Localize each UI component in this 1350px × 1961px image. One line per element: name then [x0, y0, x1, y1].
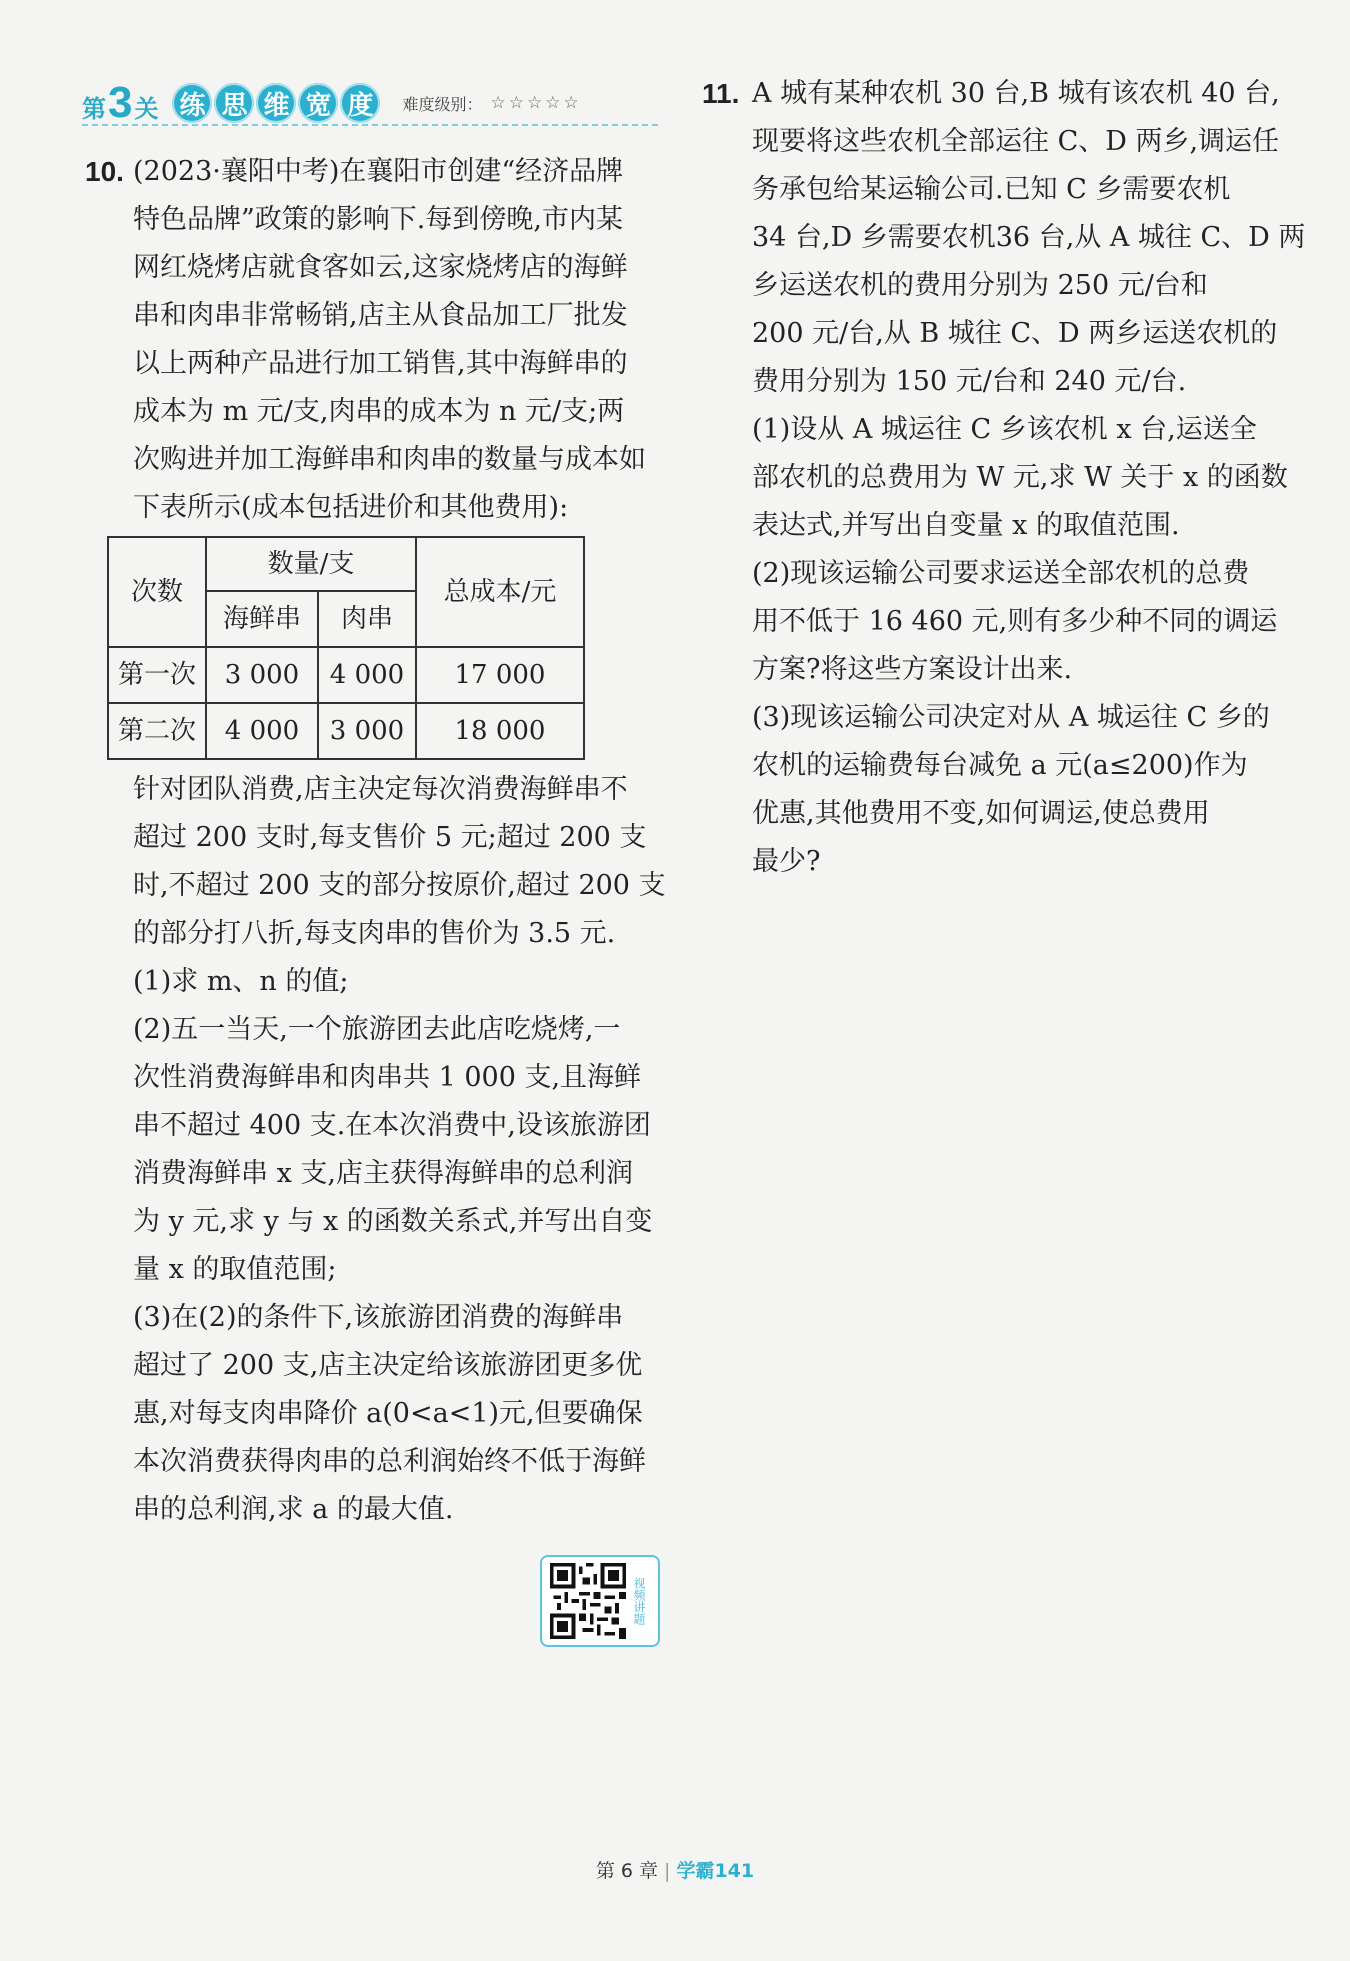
table-header-meat: 肉串 — [318, 591, 416, 647]
sub-question-line: 惠,对每支肉串降价 a(0<a<1)元,但要确保 — [133, 1398, 643, 1429]
table-header-times: 次数 — [108, 537, 206, 647]
sub-question-line: 串不超过 400 支.在本次消费中,设该旅游团 — [133, 1110, 651, 1141]
sub-question-line: 用不低于 16 460 元,则有多少种不同的调运 — [752, 606, 1278, 637]
question-text-line: 超过 200 支时,每支售价 5 元;超过 200 支 — [133, 822, 647, 853]
difficulty-label: 难度级别： — [402, 94, 483, 114]
table-header-total: 总成本/元 — [416, 537, 584, 647]
question-text-line: 34 台,D 乡需要农机36 台,从 A 城往 C、D 两 — [752, 222, 1306, 253]
table-header-quantity: 数量/支 — [206, 537, 416, 591]
question-text-line: 网红烧烤店就食客如云,这家烧烤店的海鲜 — [133, 252, 628, 283]
qr-code[interactable] — [540, 1555, 660, 1647]
table-cell: 3 000 — [206, 647, 318, 703]
sub-question-line: (2)五一当天,一个旅游团去此店吃烧烤,一 — [133, 1014, 621, 1045]
sub-question-line: (1)求 m、n 的值; — [133, 966, 349, 997]
table-cell: 17 000 — [416, 647, 584, 703]
table-cell: 4 000 — [318, 647, 416, 703]
question-text-line: 串和肉串非常畅销,店主从食品加工厂批发 — [133, 300, 628, 331]
badge-char: 练 — [172, 83, 212, 123]
chapter-label: 第 6 章 — [595, 1860, 659, 1882]
question-text-line: 费用分别为 150 元/台和 240 元/台. — [752, 366, 1187, 397]
sub-question-line: 消费海鲜串 x 支,店主获得海鲜串的总利润 — [133, 1158, 633, 1189]
level-prefix: 第 — [82, 95, 106, 123]
sub-question-line: 表达式,并写出自变量 x 的取值范围. — [752, 510, 1180, 541]
sub-question-line: 最少? — [752, 846, 821, 877]
badge-char: 维 — [256, 83, 296, 123]
table-cell: 第二次 — [108, 703, 206, 759]
question-text-line: A 城有某种农机 30 台,B 城有该农机 40 台, — [752, 78, 1280, 109]
question-11 — [702, 70, 1306, 886]
sub-question-line: (3)在(2)的条件下,该旅游团消费的海鲜串 — [133, 1302, 624, 1333]
sub-question-line: 量 x 的取值范围; — [133, 1254, 337, 1285]
table-cell: 18 000 — [416, 703, 584, 759]
sub-question-line: (2)现该运输公司要求运送全部农机的总费 — [752, 558, 1250, 589]
sub-question-line: 次性消费海鲜串和肉串共 1 000 支,且海鲜 — [133, 1062, 642, 1093]
brand-name: 学霸 — [676, 1860, 715, 1882]
badge-char: 度 — [340, 83, 380, 123]
question-text-line: 特色品牌”政策的影响下.每到傍晚,市内某 — [133, 204, 623, 235]
sub-question-line: 优惠,其他费用不变,如何调运,使总费用 — [752, 798, 1210, 829]
page-footer — [0, 1856, 1350, 1883]
question-text-line: (2023·襄阳中考)在襄阳市创建“经济品牌 — [133, 156, 624, 187]
question-text-line: 的部分打八折,每支肉串的售价为 3.5 元. — [133, 918, 616, 949]
question-text-line: 针对团队消费,店主决定每次消费海鲜串不 — [133, 774, 628, 805]
sub-question-line: 为 y 元,求 y 与 x 的函数关系式,并写出自变 — [133, 1206, 653, 1237]
sub-question-line: (3)现该运输公司决定对从 A 城运往 C 乡的 — [752, 702, 1270, 733]
question-text-line: 时,不超过 200 支的部分按原价,超过 200 支 — [133, 870, 666, 901]
question-text-line: 200 元/台,从 B 城往 C、D 两乡运送农机的 — [752, 318, 1278, 349]
question-number: 10. — [85, 156, 124, 187]
qr-code-icon — [550, 1563, 626, 1639]
sub-question-line: 方案?将这些方案设计出来. — [752, 654, 1073, 685]
section-badges — [172, 83, 380, 123]
question-text-line: 现要将这些农机全部运往 C、D 两乡,调运任 — [752, 126, 1280, 157]
sub-question-line: 串的总利润,求 a 的最大值. — [133, 1494, 454, 1525]
table-cell: 3 000 — [318, 703, 416, 759]
page-number: 141 — [714, 1860, 755, 1882]
question-number: 11. — [702, 78, 740, 109]
header-divider — [82, 124, 658, 126]
table-cell: 4 000 — [206, 703, 318, 759]
footer-separator: | — [664, 1860, 671, 1882]
badge-char: 宽 — [298, 83, 338, 123]
question-text-line: 以上两种产品进行加工销售,其中海鲜串的 — [133, 348, 628, 379]
badge-char: 思 — [214, 83, 254, 123]
level-suffix: 关 — [134, 95, 159, 123]
section-header — [82, 77, 582, 127]
qr-label: 视频讲题 — [632, 1577, 646, 1625]
sub-question-line: 本次消费获得肉串的总利润始终不低于海鲜 — [133, 1446, 646, 1477]
question-10 — [85, 148, 667, 1534]
table-header-seafood: 海鲜串 — [206, 591, 318, 647]
question-text-line: 下表所示(成本包括进价和其他费用): — [133, 492, 569, 523]
level-title — [82, 77, 159, 127]
question-text-line: 务承包给某运输公司.已知 C 乡需要农机 — [752, 174, 1231, 205]
sub-question-line: (1)设从 A 城运往 C 乡该农机 x 台,运送全 — [752, 414, 1257, 445]
sub-question-line: 农机的运输费每台减免 a 元(a≤200)作为 — [752, 750, 1248, 781]
question-text-line: 次购进并加工海鲜串和肉串的数量与成本如 — [133, 444, 646, 475]
table-row — [108, 703, 584, 759]
sub-question-line: 超过了 200 支,店主决定给该旅游团更多优 — [133, 1350, 643, 1381]
difficulty-stars: ☆☆☆☆☆ — [490, 93, 582, 113]
sub-question-line: 部农机的总费用为 W 元,求 W 关于 x 的函数 — [752, 462, 1288, 493]
difficulty — [402, 92, 581, 115]
cost-table — [107, 536, 585, 760]
question-text-line: 乡运送农机的费用分别为 250 元/台和 — [752, 270, 1208, 301]
question-text-line: 成本为 m 元/支,肉串的成本为 n 元/支;两 — [133, 396, 625, 427]
level-number: 3 — [108, 77, 133, 127]
table-row — [108, 647, 584, 703]
table-cell: 第一次 — [108, 647, 206, 703]
